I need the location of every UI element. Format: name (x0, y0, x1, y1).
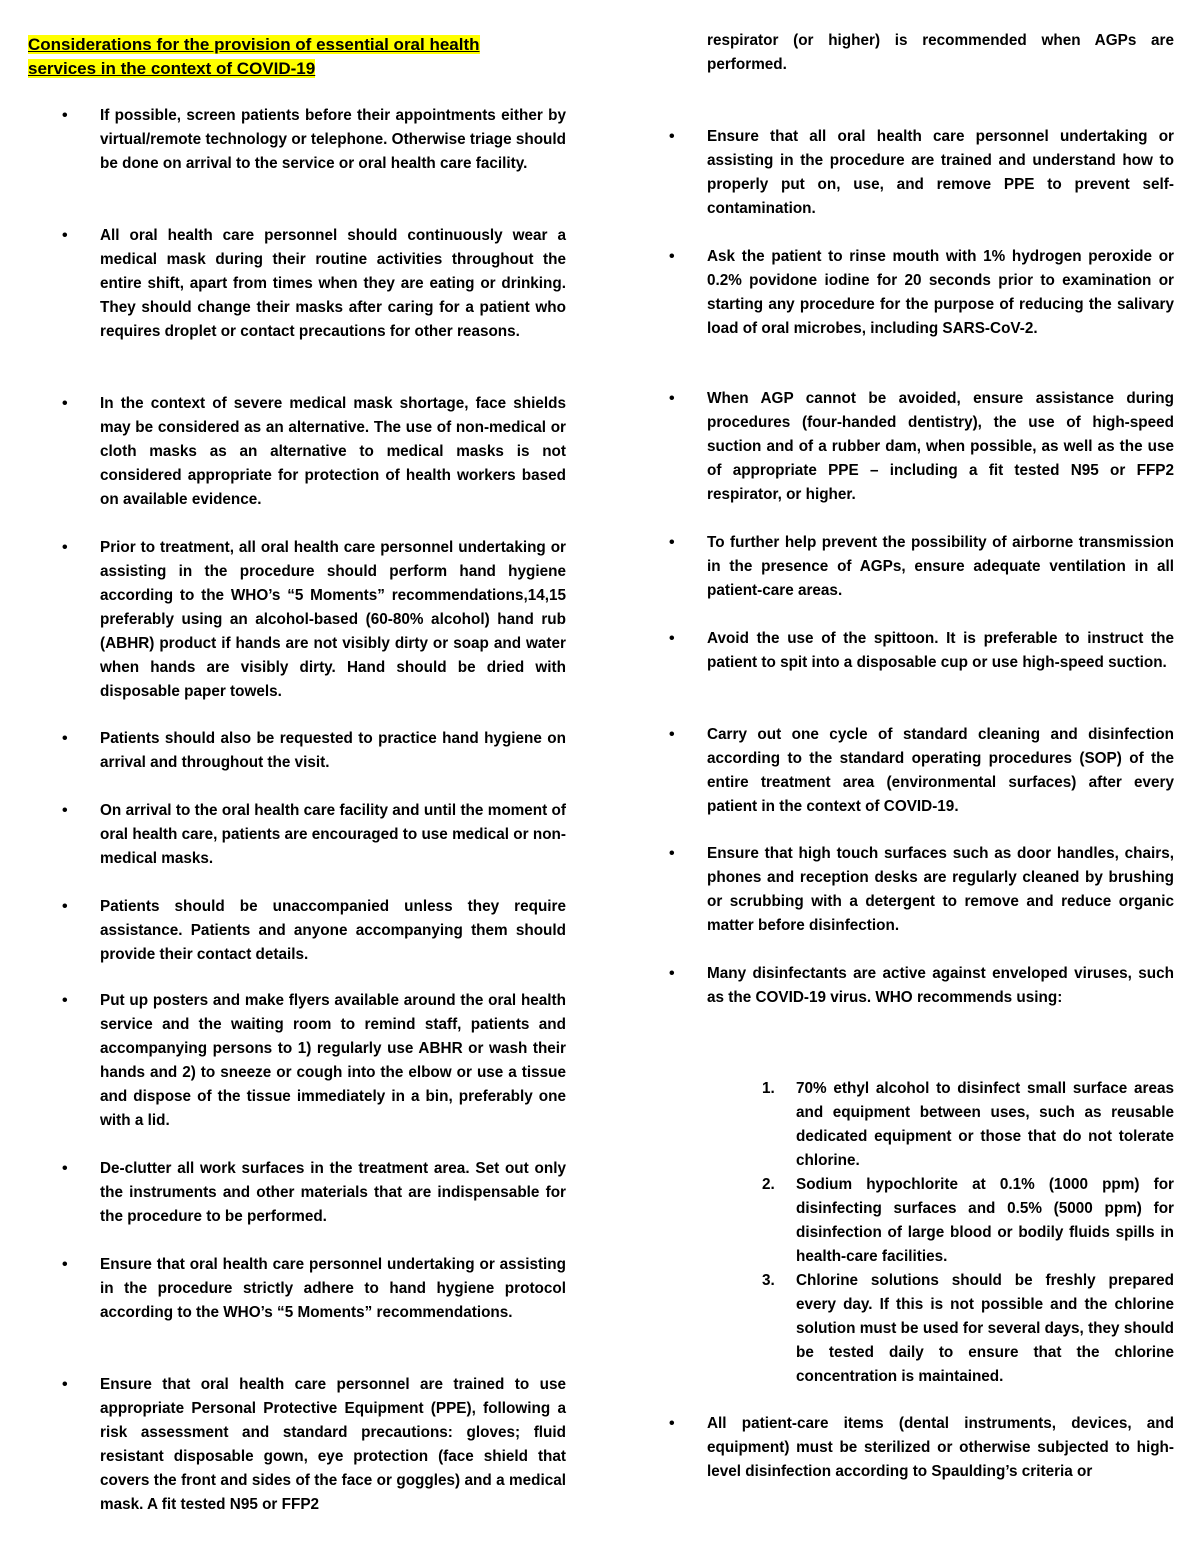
item-text: 70% ethyl alcohol to disinfect small surface areas and equipment between uses, such as reusable dedicated equipment or those that do not tolerate chlorine. (796, 1080, 1174, 1169)
title-line-2: services in the context of COVID-19 (28, 59, 316, 78)
bullet-item: • Ensure that all oral health care personnel undertaking or assisting in the procedure are trained and understand how to properly put on, use, and remove PPE to prevent self-contamination. (707, 125, 1174, 221)
bullet-item: • Avoid the use of the spittoon. It is preferable to instruct the patient to spit into a disposable cup or use high-speed suction. (707, 627, 1174, 675)
bullet-item: • De-clutter all work surfaces in the treatment area. Set out only the instruments and other materials that are indispensable for the procedure to be performed. (100, 1157, 566, 1229)
bullet-item: • Ensure that oral health care personnel are trained to use appropriate Personal Protective Equipment (PPE), following a risk assessment and standard precautions: gloves; fluid resistant disposable gown, eye protection (face shield that covers the front and sides of the face or goggles) and a medical mask. A fit tested N95 or FFP2 (100, 1373, 566, 1517)
bullet-item: • All patient-care items (dental instruments, devices, and equipment) must be sterilized or otherwise subjected to high-level disinfection according to Spaulding’s criteria or (707, 1412, 1174, 1484)
bullet-item: • Ensure that high touch surfaces such as door handles, chairs, phones and reception desks are regularly cleaned by brushing or scrubbing with a detergent to remove and reduce organic matter before disinfection. (707, 842, 1174, 938)
page-title (28, 33, 480, 81)
bullet-item: • Carry out one cycle of standard cleaning and disinfection according to the standard operating procedures (SOP) of the entire treatment area (environmental surfaces) after every patient in the context of COVID-19. (707, 723, 1174, 819)
item-number: 3. (762, 1272, 775, 1289)
bullet-item: • Patients should be unaccompanied unless they require assistance. Patients and anyone accompanying them should provide their contact details. (100, 895, 566, 967)
bullet-item: • Ask the patient to rinse mouth with 1% hydrogen peroxide or 0.2% povidone iodine for 20 seconds prior to examination or starting any procedure for the purpose of reducing the salivary load of oral microbes, including SARS-CoV-2. (707, 245, 1174, 341)
numbered-item (762, 1173, 1174, 1269)
bullet-item: • Prior to treatment, all oral health care personnel undertaking or assisting in the procedure should perform hand hygiene according to the WHO’s “5 Moments” recommendations,14,15 preferably using an alcohol-based (60-80% alcohol) hand rub (ABHR) product if hands are not visibly dirty or soap and water when hands are visibly dirty. Hand should be dried with disposable paper towels. (100, 536, 566, 704)
bullet-item: • If possible, screen patients before their appointments either by virtual/remote technology or telephone. Otherwise triage should be done on arrival to the service or oral health care facility. (100, 104, 566, 176)
bullet-item: • Put up posters and make flyers available around the oral health service and the waiting room to remind staff, patients and accompanying persons to 1) regularly use ABHR or wash their hands and 2) to sneeze or cough into the elbow or use a tissue and dispose of the tissue immediately in a bin, preferably one with a lid. (100, 989, 566, 1133)
item-text: Sodium hypochlorite at 0.1% (1000 ppm) for disinfecting surfaces and 0.5% (5000 ppm) for disinfection of large blood or bodily fluids spills in health-care facilities. (796, 1176, 1174, 1265)
numbered-item (762, 1077, 1174, 1173)
bullet-item: • To further help prevent the possibility of airborne transmission in the presence of AGPs, ensure adequate ventilation in all patient-care areas. (707, 531, 1174, 603)
bullet-item: • All oral health care personnel should continuously wear a medical mask during their routine activities throughout the entire shift, apart from times when they are eating or drinking. They should change their masks after caring for a patient who requires droplet or contact precautions for other reasons. (100, 224, 566, 344)
bullet-item: • On arrival to the oral health care facility and until the moment of oral health care, patients are encouraged to use medical or non-medical masks. (100, 799, 566, 871)
bullet-item: • Many disinfectants are active against enveloped viruses, such as the COVID-19 virus. WHO recommends using: (707, 962, 1174, 1010)
item-number: 1. (762, 1080, 775, 1097)
title-line-1: Considerations for the provision of essential oral health (28, 35, 480, 54)
bullet-item: • When AGP cannot be avoided, ensure assistance during procedures (four-handed dentistry), the use of high-speed suction and of a rubber dam, when possible, as well as the use of appropriate PPE – including a fit tested N95 or FFP2 respirator, or higher. (707, 387, 1174, 507)
item-number: 2. (762, 1176, 775, 1193)
continued-text: respirator (or higher) is recommended when AGPs are performed. (707, 32, 1174, 73)
item-text: Chlorine solutions should be freshly prepared every day. If this is not possible and the chlorine solution must be used for several days, they should be tested daily to ensure that the chlorine concentration is maintained. (796, 1272, 1174, 1385)
bullet-item: • Patients should also be requested to practice hand hygiene on arrival and throughout the visit. (100, 727, 566, 775)
numbered-item (762, 1269, 1174, 1389)
bullet-item: • Ensure that oral health care personnel undertaking or assisting in the procedure strictly adhere to hand hygiene protocol according to the WHO’s “5 Moments” recommendations. (100, 1253, 566, 1325)
bullet-item: • In the context of severe medical mask shortage, face shields may be considered as an alternative. The use of non-medical or cloth masks as an alternative to medical masks is not considered appropriate for protection of health workers based on available evidence. (100, 392, 566, 512)
